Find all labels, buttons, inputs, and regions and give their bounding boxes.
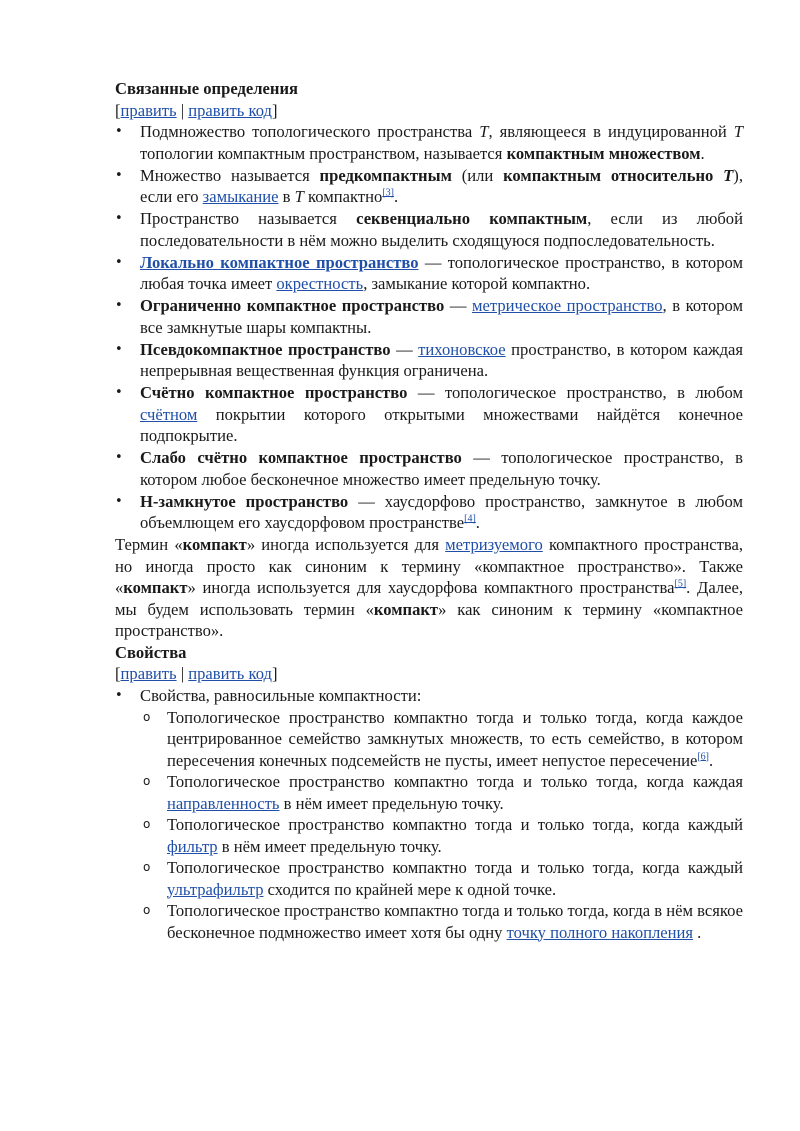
item-text: . xyxy=(475,513,480,532)
item-text: Топологическое пространство компактно тогда и только тогда, когда каждый xyxy=(167,815,743,834)
item-text: — топологическое пространство, в любом xyxy=(407,383,743,402)
properties-list xyxy=(115,685,743,707)
section-heading-properties: Свойства xyxy=(115,642,187,662)
list-item xyxy=(115,165,743,208)
list-item xyxy=(115,339,743,382)
term-bold: Счётно компактное пространство xyxy=(140,383,408,402)
link-closure[interactable]: замыкание xyxy=(202,187,279,206)
item-text: покрытии которого открытыми множествами найдётся конечное подпокрытие. xyxy=(140,404,743,445)
item-text: , замыкание которой компактно. xyxy=(363,274,591,293)
ref-6[interactable]: [6] xyxy=(697,750,710,762)
para-text: » как синоним к термину «компактное пространство». xyxy=(115,599,744,640)
item-text: , если из любой последовательности в нём можно выделить сходящуюся подпоследовательность. xyxy=(140,209,743,250)
para-text: компактного пространства, но иногда просто как синоним к термину «компактное пространство». Также « xyxy=(115,535,744,597)
item-text: топологии компактным пространством, называется xyxy=(140,143,507,163)
para-text: Термин « xyxy=(115,535,183,554)
edit-code-link[interactable]: править код xyxy=(188,100,272,120)
link-locally-compact[interactable]: Локально компактное пространство xyxy=(140,252,419,272)
equivalent-properties-list xyxy=(115,707,743,944)
list-item xyxy=(115,491,743,534)
item-text: , в котором все замкнутые шары компактны. xyxy=(140,296,744,337)
edit-separator: | xyxy=(180,664,185,683)
ref-4[interactable]: [4] xyxy=(464,513,476,525)
item-text: Множество называется xyxy=(140,165,320,185)
term-bold: компакт xyxy=(373,599,439,619)
item-text: T xyxy=(723,165,734,185)
list-item xyxy=(115,121,743,164)
term-bold: компактным множеством xyxy=(506,143,701,163)
edit-code-link[interactable]: править код xyxy=(188,664,272,683)
term-bold: Слабо счётно компактное пространство xyxy=(140,448,462,467)
link-filter[interactable]: фильтр xyxy=(167,836,218,856)
link-countable[interactable]: счётном xyxy=(140,404,198,424)
edit-links-properties: [править | править код] xyxy=(115,664,278,683)
item-text: Пространство называется xyxy=(140,209,357,228)
item-text: T xyxy=(733,122,743,141)
item-text: Подмножество топологического пространства xyxy=(140,122,480,141)
item-text: T xyxy=(479,122,489,141)
list-item xyxy=(115,382,743,447)
item-text: Топологическое пространство компактно тогда и только тогда, когда каждая xyxy=(167,772,743,791)
term-bold: предкомпактным xyxy=(319,165,452,185)
item-text: сходится по крайней мере к одной точке. xyxy=(263,879,557,899)
link-complete-accumulation-point[interactable]: точку полного накопления xyxy=(506,922,694,942)
term-bold: Псевдокомпактное пространство xyxy=(140,339,391,359)
item-text: Свойства, равносильные компактности: xyxy=(140,685,422,705)
term-bold: H-замкнутое пространство xyxy=(140,491,349,511)
list-item xyxy=(115,447,743,490)
item-text: (или xyxy=(451,165,504,185)
item-text: — топологическое пространство, в котором любое бесконечное множество имеет предельную точку. xyxy=(140,448,743,489)
sub-list-item xyxy=(115,900,743,943)
definitions-list xyxy=(115,121,743,534)
item-text: . xyxy=(709,750,714,770)
edit-separator: | xyxy=(180,100,185,120)
list-item xyxy=(115,208,743,251)
section-heading-related-definitions: Связанные определения xyxy=(115,79,299,98)
term-bold: компакт xyxy=(123,578,188,597)
para-text: » иногда используется для xyxy=(246,535,446,554)
term-bold: секвенциально компактным xyxy=(356,209,588,228)
item-text: . xyxy=(393,187,399,206)
list-item xyxy=(115,685,743,707)
item-text: . xyxy=(700,143,705,163)
link-neighbourhood[interactable]: окрестность xyxy=(276,274,364,293)
list-item xyxy=(115,252,743,295)
ref-3[interactable]: [3] xyxy=(382,187,394,199)
item-text: в нём имеет предельную точку. xyxy=(217,836,442,856)
term-bold: компакт xyxy=(182,535,247,554)
link-ultrafilter[interactable]: ультрафильтр xyxy=(167,879,264,899)
list-item xyxy=(115,295,743,338)
sub-list-item xyxy=(115,814,743,857)
term-bold xyxy=(503,166,733,185)
item-text: — xyxy=(390,339,419,359)
ref-5[interactable]: [5] xyxy=(674,578,687,590)
item-text: T xyxy=(294,187,304,206)
sub-list-item xyxy=(115,771,743,814)
item-text: . xyxy=(693,922,702,942)
item-text: ), если его xyxy=(140,165,743,206)
item-text: компактным относительно xyxy=(503,165,724,185)
term-bold: Ограниченно компактное пространство xyxy=(140,296,445,315)
compact-term-paragraph xyxy=(115,534,743,642)
item-text: в нём имеет предельную точку. xyxy=(279,793,504,813)
item-text: , являющееся в индуцированной xyxy=(488,122,734,141)
item-text: Топологическое пространство компактно тогда и только тогда, когда в нём всякое бесконечное подмножество имеет хотя бы одну xyxy=(167,901,744,942)
edit-links-related: [править | править код] xyxy=(115,100,278,120)
sub-list-item xyxy=(115,707,743,772)
sub-list-item xyxy=(115,857,743,900)
item-text: — топологическое пространство, в котором любая точка имеет xyxy=(140,252,743,293)
para-text: » иногда используется для хаусдорфова компактного пространства xyxy=(187,578,675,597)
link-metrizable[interactable]: метризуемого xyxy=(445,535,543,554)
edit-link[interactable]: править xyxy=(120,664,177,683)
item-text: компактно xyxy=(303,187,383,206)
link-metric-space[interactable]: метрическое пространство xyxy=(472,296,663,315)
item-text: — хаусдорфово пространство, замкнутое в любом объемлющем его хаусдорфовом пространстве xyxy=(140,491,743,532)
item-text: в xyxy=(278,187,295,206)
item-text: пространство, в котором каждая непрерывная вещественная функция ограничена. xyxy=(140,339,744,380)
item-text: Топологическое пространство компактно тогда и только тогда, когда каждое центрированное семейство замкнутых множеств, то есть семейство, в котором пересечения конечных подсемейств не пусты, имеет непустое пересечение xyxy=(167,707,743,770)
item-text: Топологическое пространство компактно тогда и только тогда, когда каждый xyxy=(167,858,743,877)
edit-link[interactable]: править xyxy=(120,100,177,120)
para-text: . Далее, мы будем использовать термин « xyxy=(115,578,744,619)
link-net[interactable]: направленность xyxy=(167,793,280,813)
link-tychonoff[interactable]: тихоновское xyxy=(418,339,506,359)
item-text: — xyxy=(444,296,473,315)
article-body xyxy=(115,78,743,943)
